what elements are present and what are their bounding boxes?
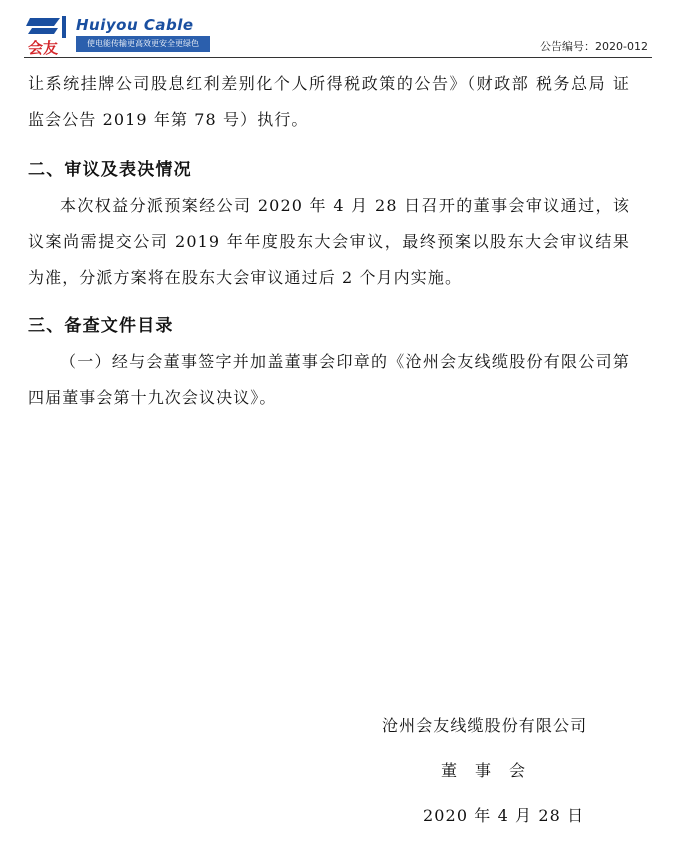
signature-date: 2020 年 4 月 28 日 bbox=[423, 806, 585, 825]
page-header bbox=[0, 0, 680, 62]
company-logo bbox=[24, 14, 214, 58]
section-heading-documents: 三、备查文件目录 bbox=[28, 316, 174, 336]
signature-company: 沧州会友线缆股份有限公司 bbox=[382, 716, 588, 735]
paragraph-tax-policy: 让系统挂牌公司股息红利差别化个人所得税政策的公告》（财政部 税务总局 证监会公告 2019 年第 78 号）执行。 bbox=[28, 74, 630, 129]
logo-chars-text: 会友 bbox=[28, 39, 59, 57]
logo-slogan: 使电能传输更高效更安全更绿色 bbox=[76, 36, 210, 52]
header-divider bbox=[24, 57, 652, 58]
section-heading-review: 二、审议及表决情况 bbox=[28, 160, 192, 180]
company-logo-mark bbox=[24, 14, 70, 58]
document-body bbox=[28, 66, 630, 416]
paragraph-review: 本次权益分派预案经公司 2020 年 4 月 28 日召开的董事会审议通过，该议案尚需提交公司 2019 年年度股东大会审议，最终预案以股东大会审议结果为准，分派方案将在股东大会审议通过后 2 个月内实施。 bbox=[28, 196, 630, 287]
announcement-number: 公告编号：2020-012 bbox=[540, 40, 648, 53]
signature-board: 董事会 bbox=[441, 761, 544, 780]
paragraph-documents: （一）经与会董事签字并加盖董事会印章的《沧州会友线缆股份有限公司第四届董事会第十九次会议决议》。 bbox=[28, 352, 630, 407]
logo-brand-text: Huiyou Cable bbox=[76, 16, 194, 34]
